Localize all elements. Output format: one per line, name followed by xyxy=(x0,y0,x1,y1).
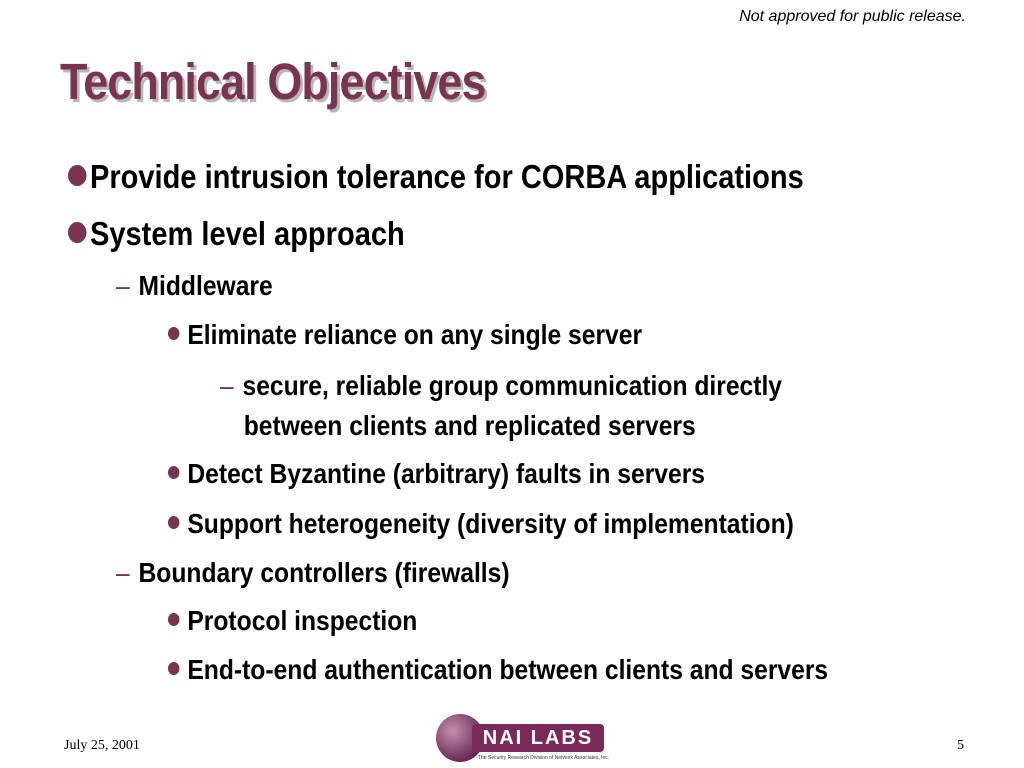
bullet-text: End-to-end authentication between clients and servers xyxy=(187,654,829,685)
bullet-level3 xyxy=(168,508,794,540)
bullet-text: Provide intrusion tolerance for CORBA applications xyxy=(90,158,804,195)
logo-text: NAI LABS xyxy=(472,724,604,752)
bullet-level3 xyxy=(168,319,642,351)
bullet-text: Boundary controllers (firewalls) xyxy=(138,557,510,588)
public-release-notice: Not approved for public release. xyxy=(739,8,966,25)
logo-tagline: The Security Research Division of Network Associates, Inc. xyxy=(478,755,610,761)
bullet-dot-icon xyxy=(168,516,179,529)
bullet-level2 xyxy=(116,557,510,589)
bullet-text: Protocol inspection xyxy=(187,605,418,636)
bullet-dot-icon xyxy=(68,222,86,243)
slide-title: Technical Objectives xyxy=(60,53,486,110)
bullet-text: Detect Byzantine (arbitrary) faults in servers xyxy=(187,458,705,489)
page-number: 5 xyxy=(957,738,964,753)
dash-icon: – xyxy=(116,557,130,588)
bullet-dot-icon xyxy=(68,165,86,186)
bullet-text: Eliminate reliance on any single server xyxy=(187,319,643,350)
bullet-text: Support heterogeneity (diversity of implementation) xyxy=(187,508,794,539)
bullet-level1 xyxy=(68,215,405,253)
bullet-level3 xyxy=(168,605,417,637)
bullet-level3 xyxy=(168,654,828,686)
bullet-level2 xyxy=(116,270,273,302)
nai-labs-logo xyxy=(436,714,612,766)
dash-icon: – xyxy=(116,270,130,301)
bullet-dot-icon xyxy=(168,327,179,340)
bullet-dot-icon xyxy=(168,613,179,626)
bullet-dot-icon xyxy=(168,466,179,479)
bullet-level4 xyxy=(220,366,782,446)
footer-date: July 25, 2001 xyxy=(64,738,140,753)
bullet-level1 xyxy=(68,158,804,196)
bullet-text: secure, reliable group communication directly xyxy=(242,370,783,401)
bullet-dot-icon xyxy=(168,662,179,675)
bullet-text: between clients and replicated servers xyxy=(243,410,696,441)
bullet-text: System level approach xyxy=(90,215,405,252)
bullet-level3 xyxy=(168,458,705,490)
bullet-text: Middleware xyxy=(138,270,273,301)
dash-icon: – xyxy=(220,370,234,401)
